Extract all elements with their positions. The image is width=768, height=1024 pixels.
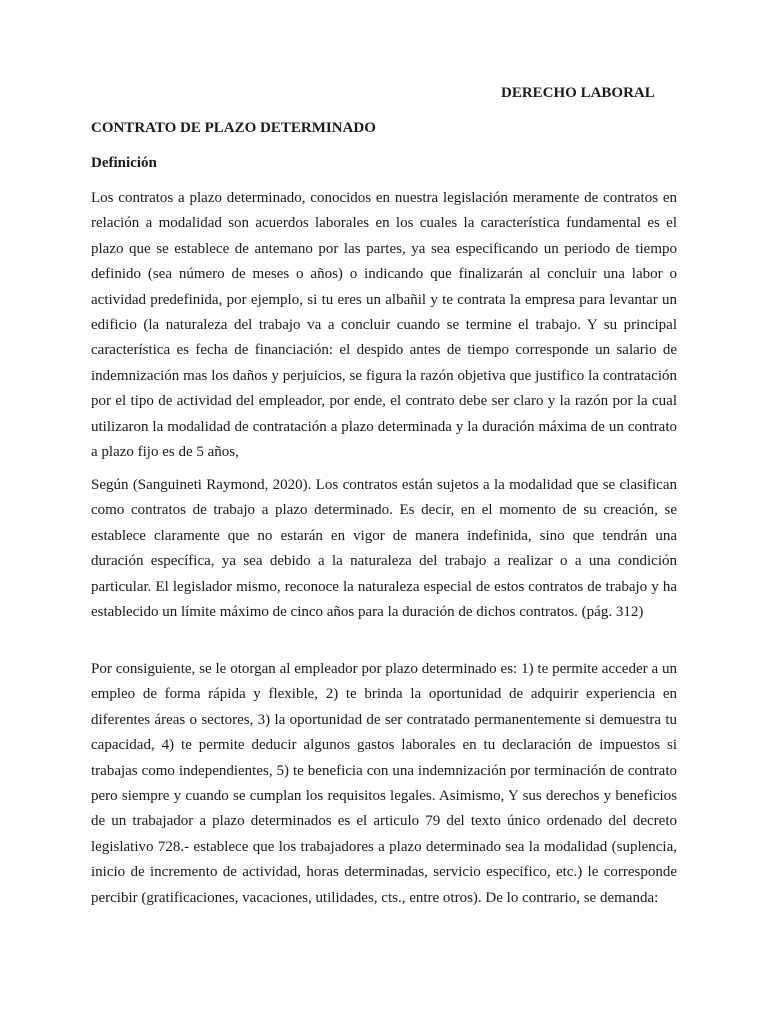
paragraph-definition: Los contratos a plazo determinado, conocidos en nuestra legislación meramente de contratos en relación a modalidad son acuerdos laborales en los cuales la característica fundamental es el plazo que se establece de antemano por las partes, ya sea especificando un periodo de tiempo definido (sea número de meses o años) o indicando que finalizarán al concluir una labor o actividad predefinida, por ejemplo, si tu eres un albañil y te contrata la empresa para levantar un edificio (la naturaleza del trabajo va a concluir cuando se termine el trabajo. Y su principal característica es fecha de financiación: el despido antes de tiempo corresponde un salario de indemnización mas los daños y perjuicios, se figura la razón objetiva que justifico la contratación por el tipo de actividad del empleador, por ende, el contrato debe ser claro y la razón por la cual utilizaron la modalidad de contratación a plazo determinada y la duración máxima de un contrato a plazo fijo es de 5 años, <box>91 190 677 461</box>
document-title: CONTRATO DE PLAZO DETERMINADO <box>91 120 376 136</box>
paragraph-citation: Según (Sanguineti Raymond, 2020). Los contratos están sujetos a la modalidad que se clasifican como contratos de trabajo a plazo determinado. Es decir, en el momento de su creación, se establece claramente que no estarán en vigor de manera indefinida, sino que tendrán una duración específica, ya sea debido a la naturaleza del trabajo a realizar o a una condición particular. El legislador mismo, reconoce la naturaleza especial de estos contratos de trabajo y ha establecido un límite máximo de cinco años para la duración de dichos contratos. (pág. 312) <box>91 477 677 621</box>
section-heading: Definición <box>91 155 157 171</box>
paragraph-benefits: Por consiguiente, se le otorgan al empleador por plazo determinado es: 1) te permite acceder a un empleo de forma rápida y flexible, 2) te brinda la oportunidad de adquirir experiencia en diferentes áreas o sectores, 3) la oportunidad de ser contratado permanentemente si demuestra tu capacidad, 4) te permite deducir algunos gastos laborales en tu declaración de impuestos si trabajas como independientes, 5) te beneficia con una indemnización por terminación de contrato pero siempre y cuando se cumplan los requisitos legales. Asimismo, Y sus derechos y beneficios de un trabajador a plazo determinados es el articulo 79 del texto único ordenado del decreto legislativo 728.- establece que los trabajadores a plazo determinado sea la modalidad (suplencia, inicio de incremento de actividad, horas determinadas, servicio especifico, etc.) le corresponde percibir (gratificaciones, vacaciones, utilidades, cts., entre otros). De lo contrario, se demanda: <box>91 661 677 906</box>
course-header: DERECHO LABORAL <box>501 85 655 101</box>
